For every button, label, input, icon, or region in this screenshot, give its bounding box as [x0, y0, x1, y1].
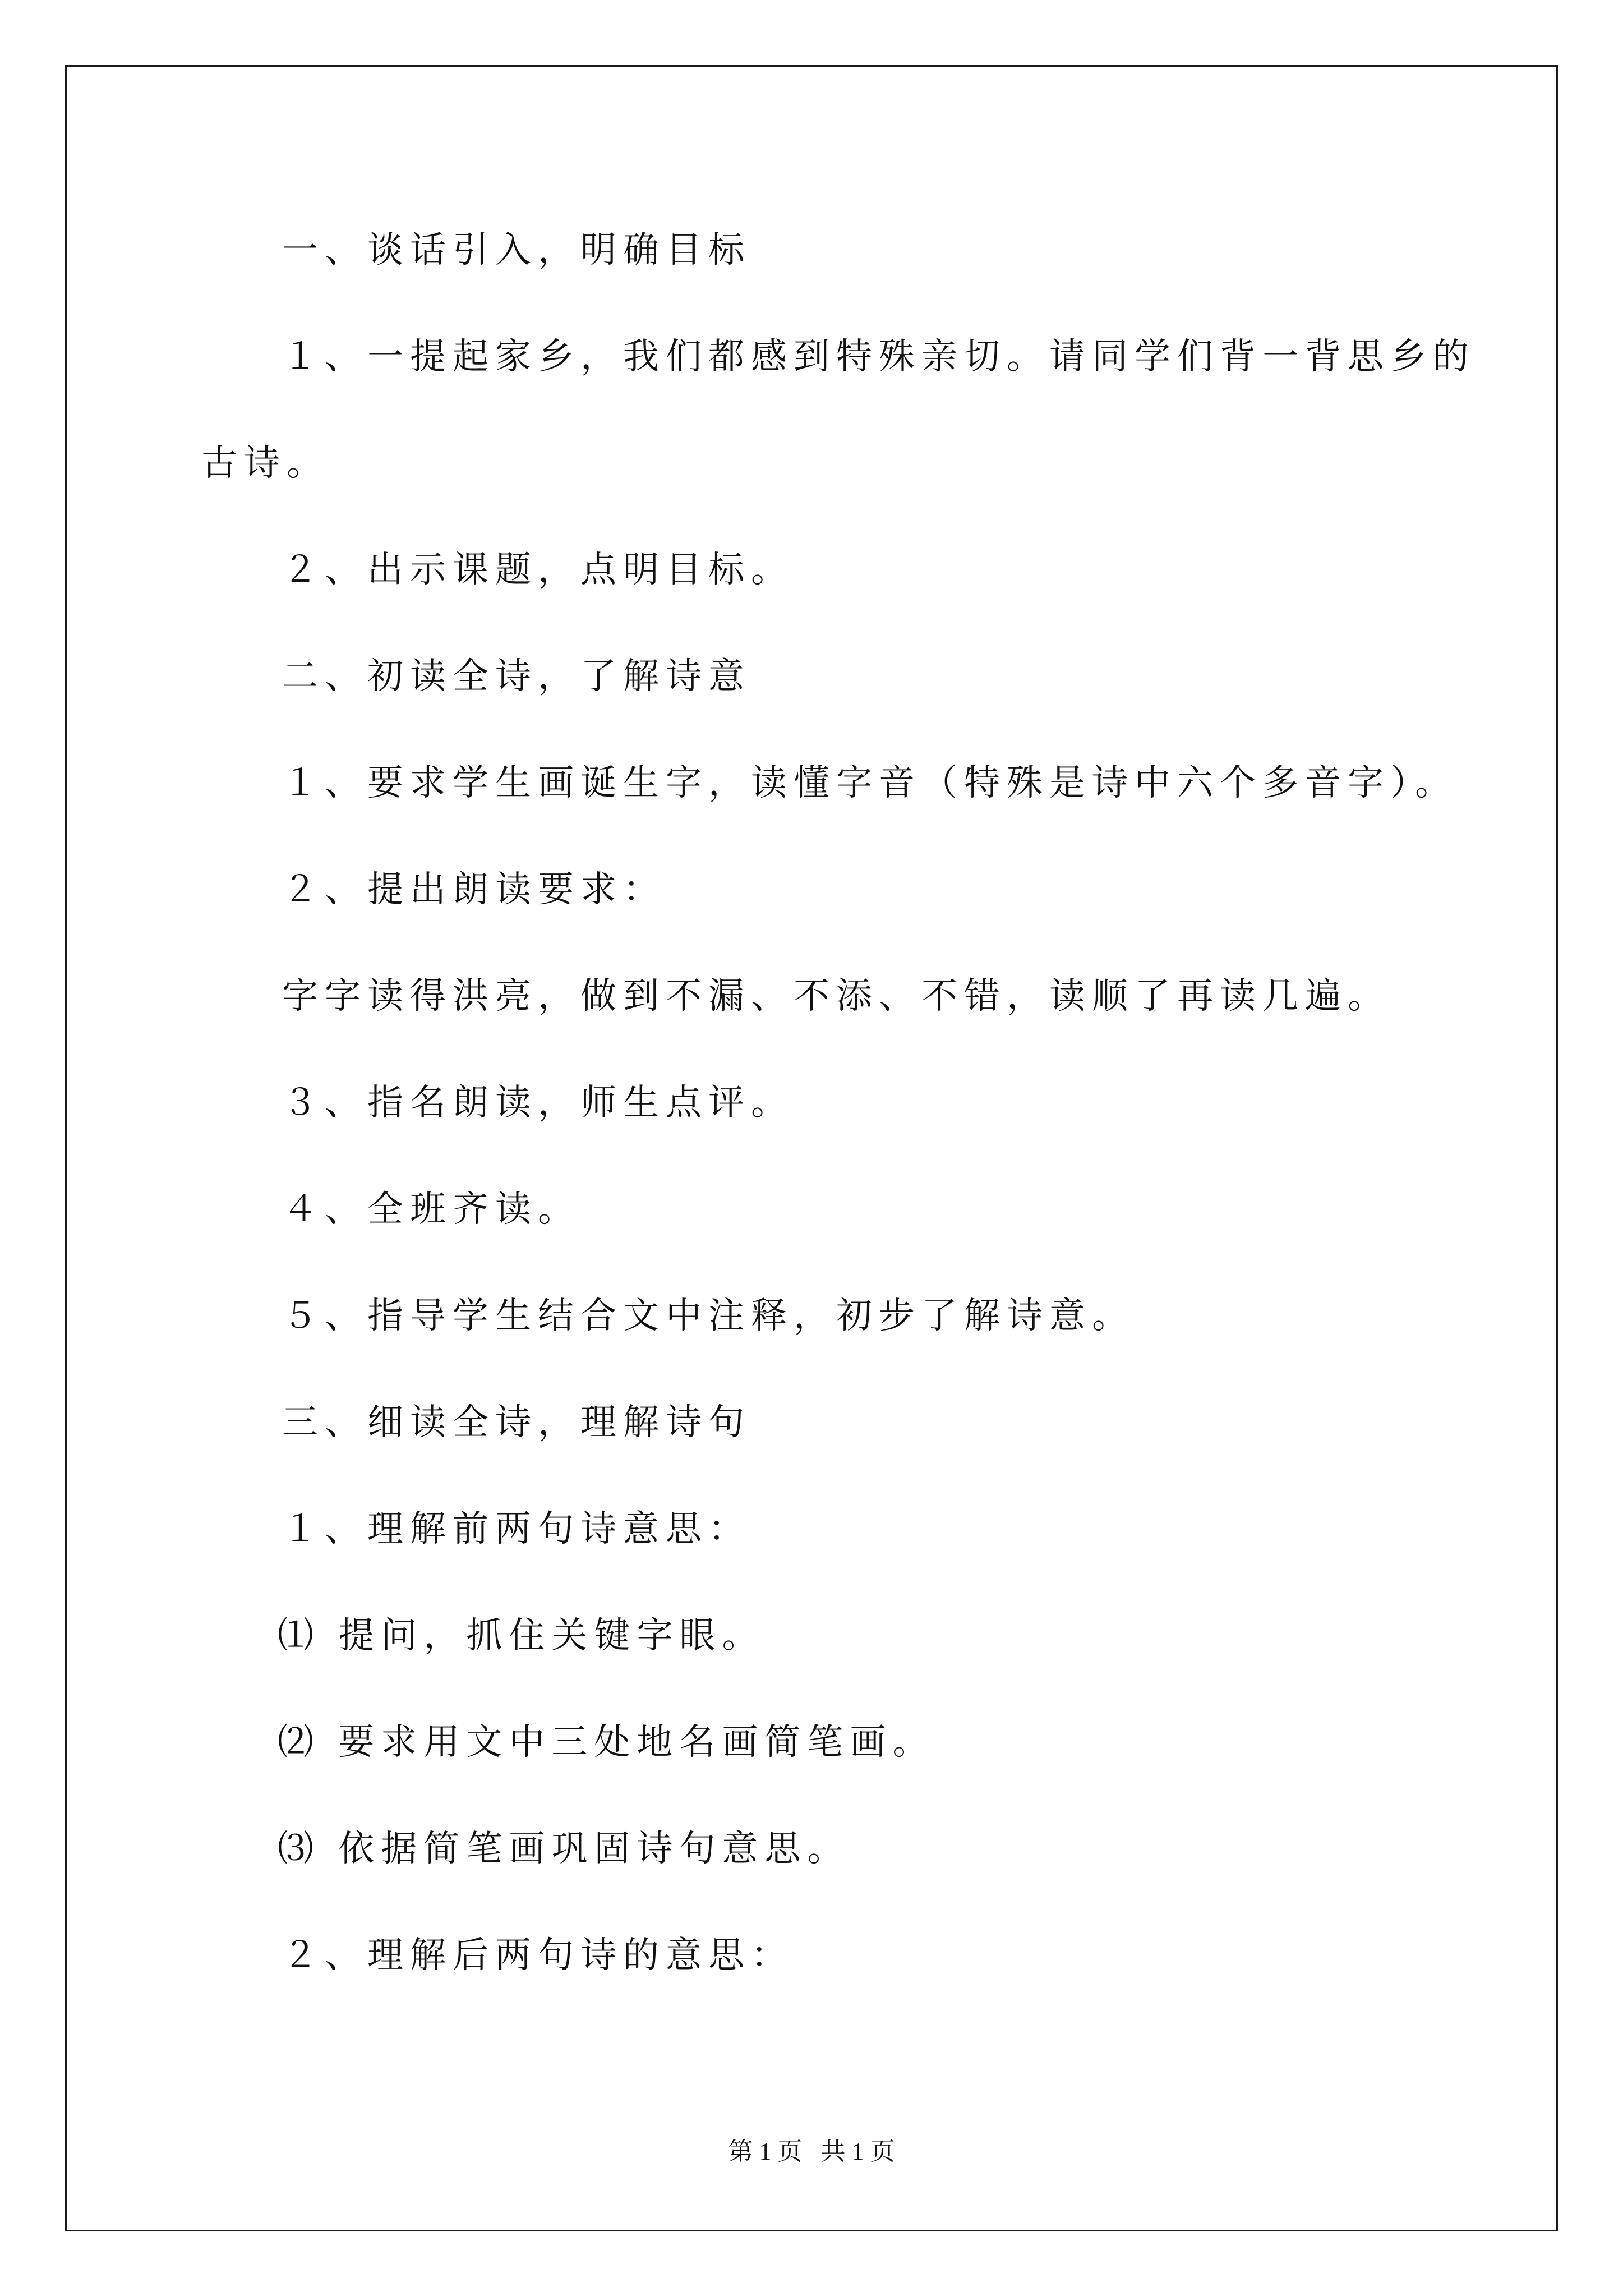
paragraph-line: ２、出示课题，点明目标。 [282, 549, 794, 591]
paragraph-line: ３、指名朗读，师生点评。 [282, 1082, 794, 1124]
paragraph-line: ４、全班齐读。 [282, 1189, 580, 1230]
paragraph-line: ２、理解后两句诗的意思： [282, 1935, 794, 1976]
paragraph-line: ５、指导学生结合文中注释，初步了解诗意。 [282, 1295, 1135, 1337]
paragraph-line: １、一提起家乡，我们都感到特殊亲切。请同学们背一背思乡的 [282, 336, 1476, 378]
page-frame [65, 65, 1558, 2231]
heading-3: 三、细读全诗，理解诗句 [282, 1402, 751, 1443]
sub-item: ⑶ 依据简笔画巩固诗句意思。 [278, 1828, 850, 1870]
paragraph-line: 古诗。 [201, 443, 329, 484]
heading-2: 二、初读全诗，了解诗意 [282, 656, 751, 697]
paragraph-line: ２、提出朗读要求： [282, 869, 666, 910]
sub-item: ⑴ 提问，抓住关键字眼。 [278, 1615, 765, 1657]
sub-item: ⑵ 要求用文中三处地名画简笔画。 [278, 1722, 935, 1763]
paragraph-line: １、要求学生画诞生字，读懂字音（特殊是诗中六个多音字）。 [282, 762, 1458, 804]
paragraph-line: 字字读得洪亮，做到不漏、不添、不错，读顺了再读几遍。 [282, 976, 1390, 1017]
heading-1: 一、谈话引入，明确目标 [282, 229, 751, 271]
paragraph-line: １、理解前两句诗意思： [282, 1508, 751, 1550]
page-footer: 第 1 页 共 1 页 [728, 2138, 895, 2165]
